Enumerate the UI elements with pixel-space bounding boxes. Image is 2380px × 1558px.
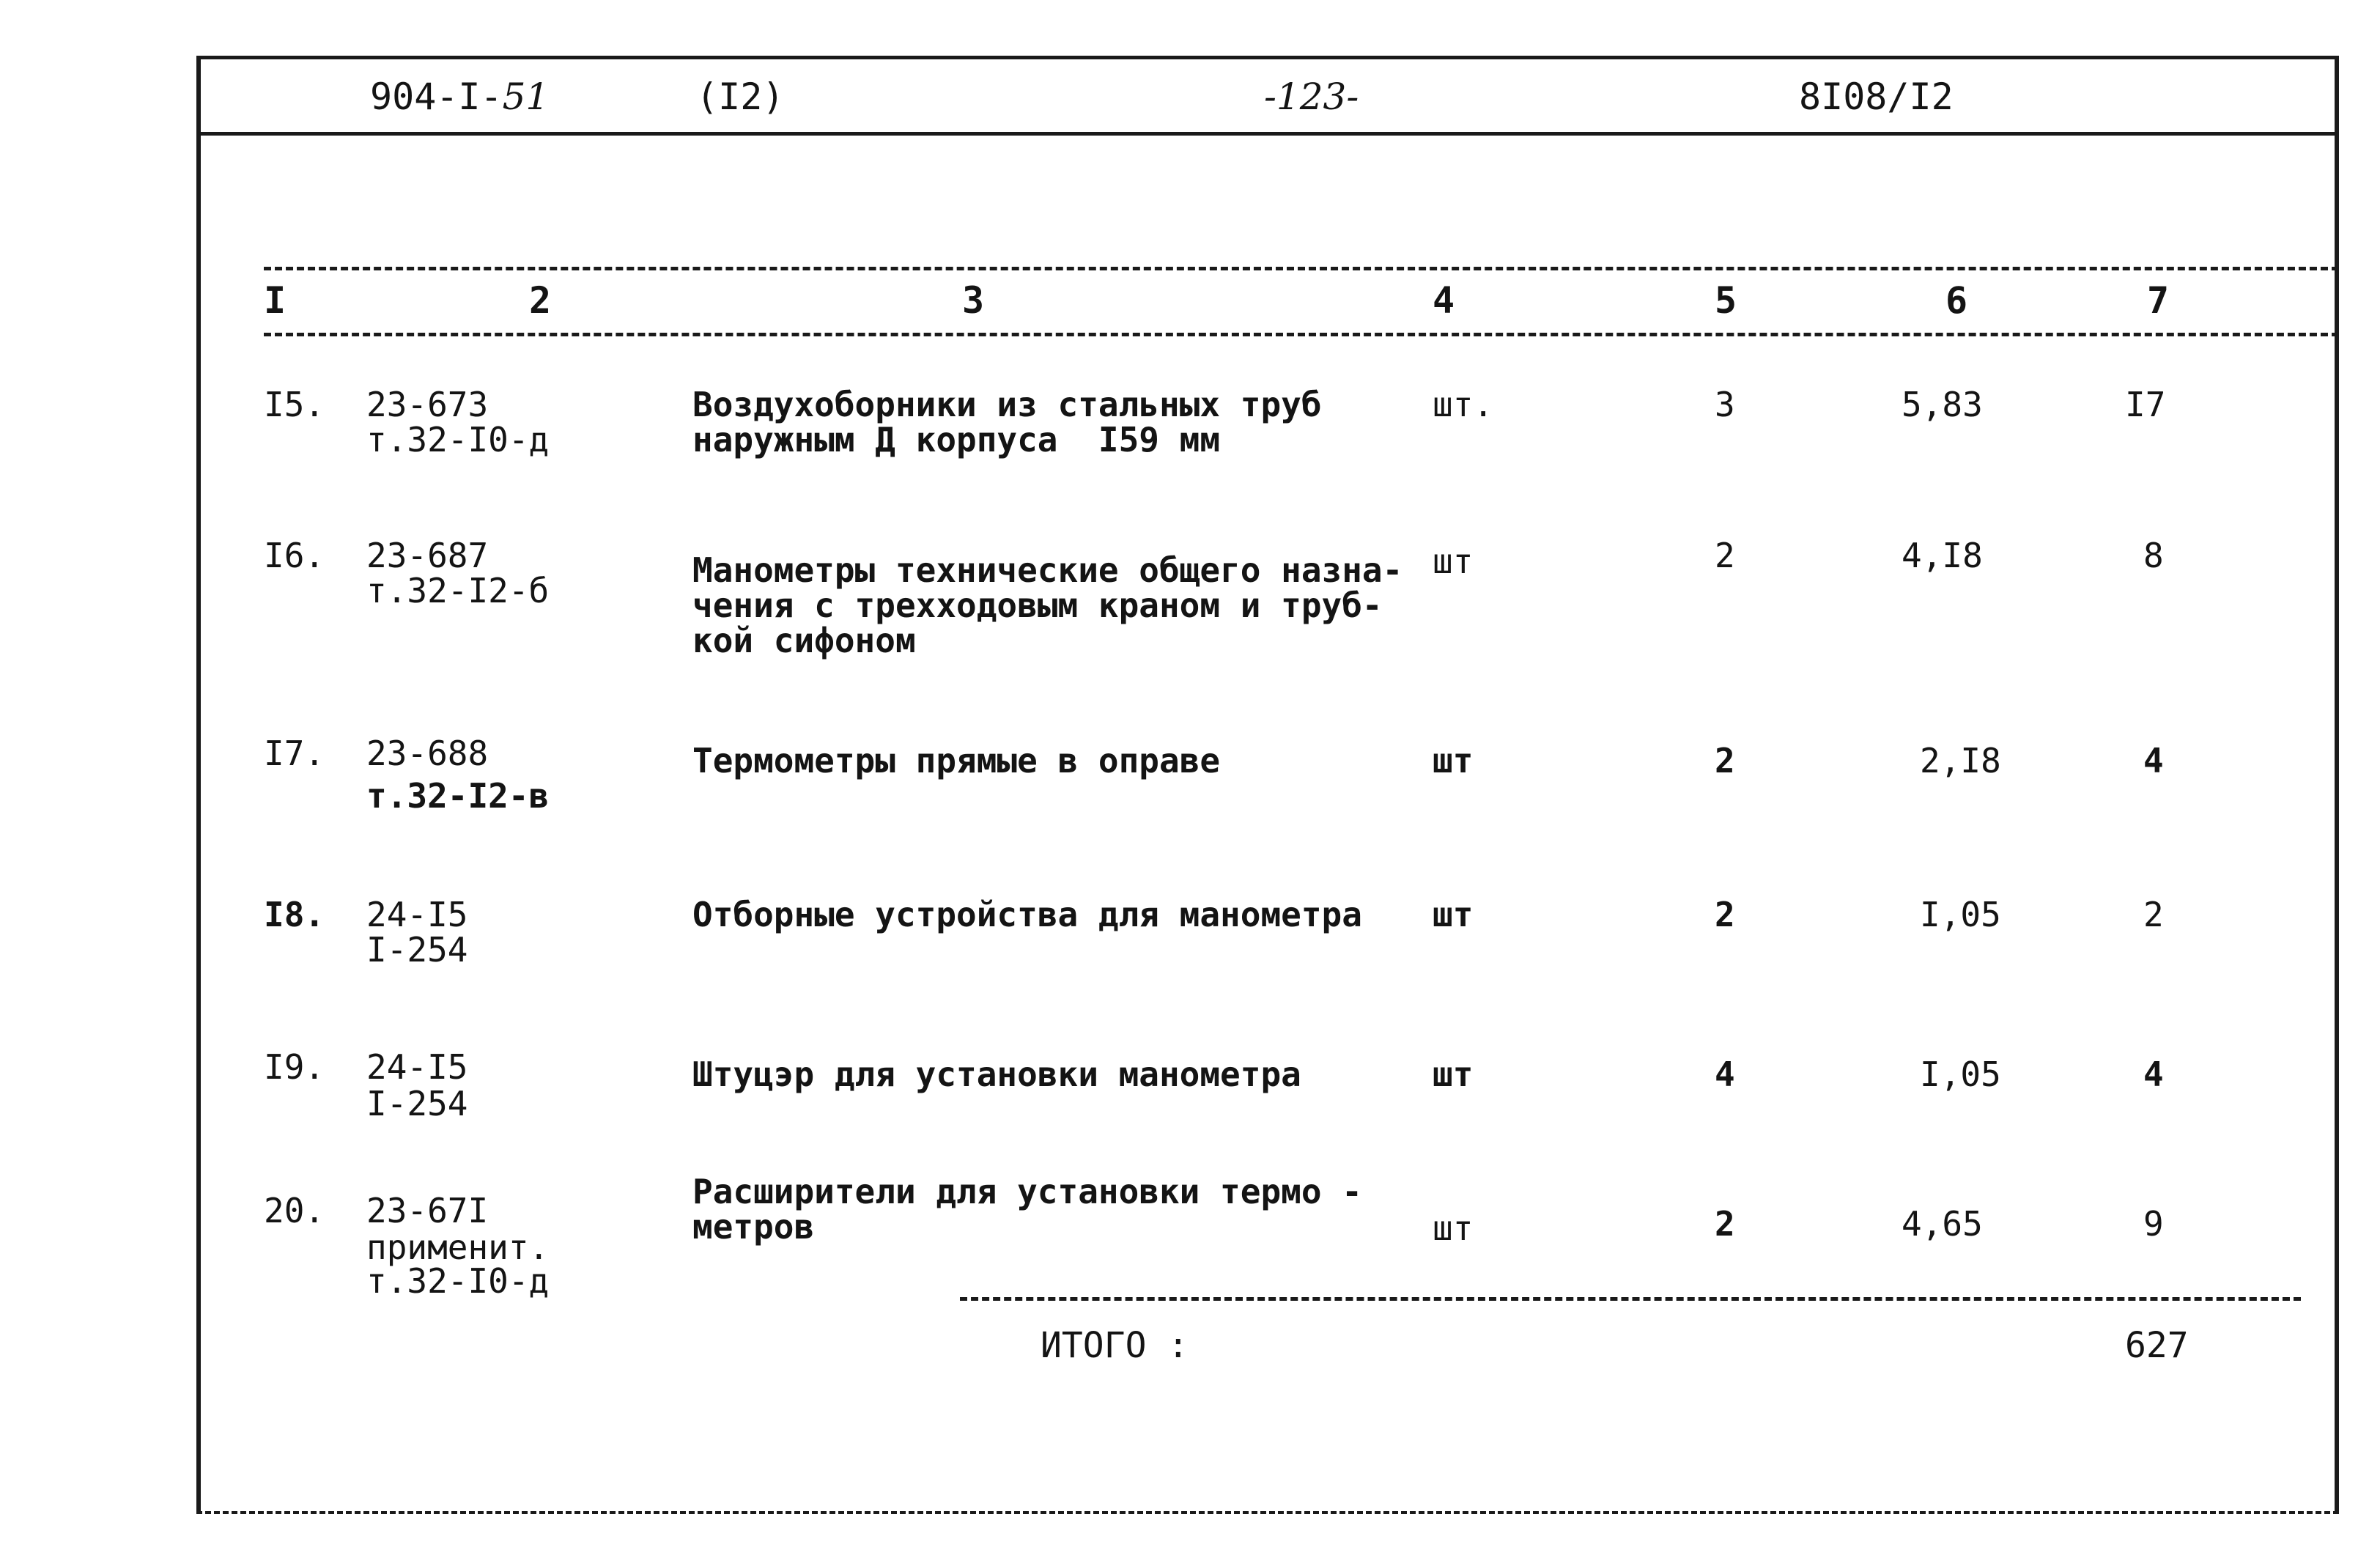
row-number: I9. [264,1047,325,1087]
unit: шт [1433,542,1474,581]
item-name: Штуцэр для установки манометра [692,1055,1301,1094]
price-reference: т.32-I0-д [366,1261,550,1301]
price-reference: 24-I5 [366,895,468,934]
item-name: Отборные устройства для манометра [692,895,1362,934]
quantity: 2 [1715,895,1735,934]
price-reference: I-254 [366,930,468,970]
unit: шт [1433,741,1474,780]
row-number: I7. [264,734,325,773]
quantity: 2 [1715,536,1735,575]
handwritten-code-suffix: 51 [502,75,550,118]
quantity: 4 [1715,1055,1735,1094]
price-reference: 23-688 [366,734,489,773]
unit-price: 4,65 [1902,1204,1983,1244]
quantity: 2 [1715,1204,1735,1244]
column-number-3: 3 [962,279,985,322]
row-number: 20. [264,1191,325,1230]
column-band-top-rule [264,267,2339,270]
unit-price: 5,83 [1902,385,1983,424]
row-total: I7 [2125,385,2166,424]
row-total: 4 [2143,1055,2164,1094]
document-code: 904-I-51 [370,75,550,118]
column-number-5: 5 [1715,279,1737,322]
header-separator [196,132,2339,136]
row-number: I6. [264,536,325,575]
row-number: I5. [264,385,325,424]
price-reference: 24-I5 [366,1047,468,1087]
item-name: Расширители для установки термо - [692,1172,1362,1211]
row-total: 9 [2143,1204,2164,1244]
price-reference: I-254 [366,1084,468,1123]
totals-label: ИТОГО : [1041,1325,1189,1366]
price-reference: применит. [366,1227,550,1267]
price-reference: 23-673 [366,385,489,424]
unit-price: I,05 [1920,895,2001,934]
column-number-7: 7 [2147,279,2170,322]
row-total: 8 [2143,536,2164,575]
item-name: метров [692,1207,815,1247]
column-number-1: I [264,279,287,322]
unit-price: 4,I8 [1902,536,1983,575]
column-number-4: 4 [1433,279,1455,322]
price-reference: т.32-I2-б [366,571,550,610]
price-reference: т.32-I0-д [366,420,550,459]
item-name: Термометры прямые в оправе [692,741,1221,780]
unit: шт [1433,1055,1474,1094]
quantity: 3 [1715,385,1735,424]
totals-rule [960,1297,2301,1301]
price-reference: 23-67I [366,1191,489,1230]
row-number: I8. [264,895,325,934]
column-band-bottom-rule [264,333,2339,336]
unit-price: 2,I8 [1920,741,2001,780]
row-total: 2 [2143,895,2164,934]
section-number: (I2) [696,75,785,118]
unit: шт [1433,1208,1474,1248]
unit: шт [1433,895,1474,934]
item-name: Воздухоборники из стальных труб [692,385,1322,424]
column-number-2: 2 [529,279,552,322]
quantity: 2 [1715,741,1735,780]
price-reference: т.32-I2-в [366,776,550,816]
price-reference: 23-687 [366,536,489,575]
unit: шт. [1433,385,1494,424]
row-total: 4 [2143,741,2164,780]
document-id: 8I08/I2 [1799,75,1954,118]
unit-price: I,05 [1920,1055,2001,1094]
page-number: -123- [1264,75,1359,118]
item-name: Манометры технические общего назна- [692,550,1403,590]
item-name: наружным Д корпуса I59 мм [692,420,1221,459]
item-name: кой сифоном [692,621,916,660]
totals-value: 627 [2125,1325,2189,1366]
column-number-6: 6 [1945,279,1968,322]
item-name: чения с трехходовым краном и труб- [692,586,1383,625]
